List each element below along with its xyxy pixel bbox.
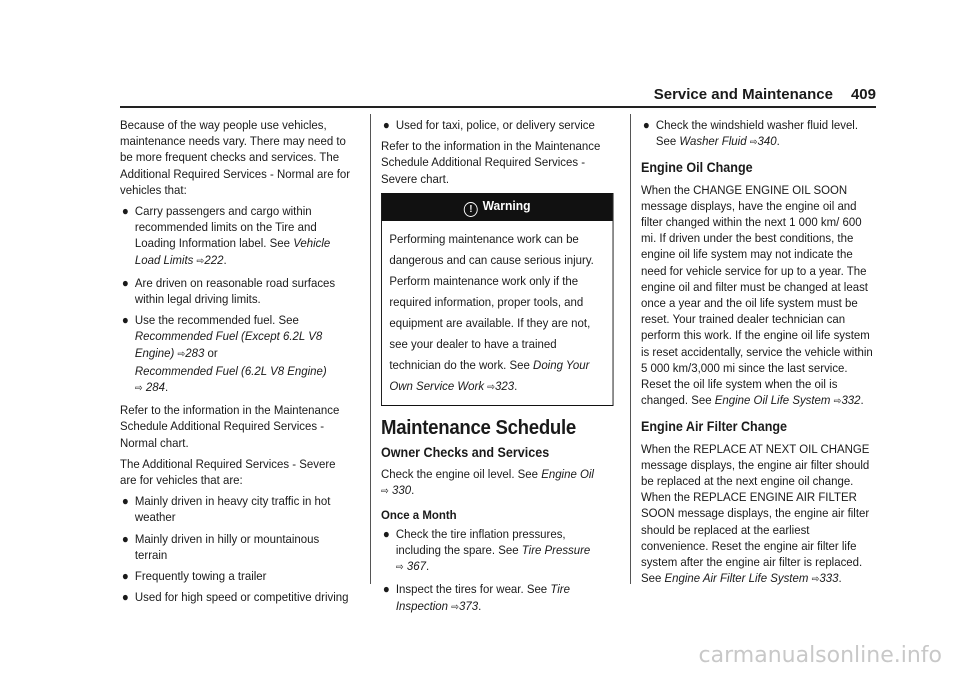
- watermark: carmanualsonline.info: [698, 643, 942, 668]
- bullet-icon: ●: [121, 494, 129, 509]
- page-reference[interactable]: 330: [391, 483, 412, 498]
- list-item: ● Inspect the tires for wear. See Tire Inspection ⇨373.: [382, 582, 570, 613]
- bullet-icon: ●: [121, 204, 129, 219]
- section-title: Service and Maintenance: [653, 86, 833, 103]
- page-reference[interactable]: 367: [406, 559, 426, 574]
- bullet-icon: ●: [121, 590, 129, 605]
- cross-reference-link[interactable]: Doing Your Own Service Work: [389, 357, 590, 393]
- bullet-icon: ●: [382, 582, 390, 597]
- paragraph: When the REPLACE AT NEXT OIL CHANGE message displays, the engine air filter should be replaced at the next engine oil change. When the REPLACE ENGINE AIR FILTER SOON message displays, the engine air filter should be replaced at the earliest convenience. Reset the engine air filter life system after the engine air filter is replaced. See Engine Air Filter Life System ⇨333.: [641, 441, 870, 586]
- bullet-icon: ●: [121, 569, 129, 584]
- page-reference[interactable]: 222: [204, 252, 224, 267]
- column-divider-1: [370, 114, 371, 584]
- page-reference[interactable]: 323: [495, 378, 515, 393]
- list-item: ● Check the windshield washer fluid level. See Washer Fluid ⇨340.: [642, 118, 859, 149]
- cross-reference-link[interactable]: Engine Oil: [541, 467, 594, 482]
- list-item: ● Check the tire inflation pressures, including the spare. See Tire Pressure ⇨ 367.: [382, 526, 591, 574]
- section-heading: Maintenance Schedule: [381, 416, 576, 439]
- warning-body: Performing maintenance work can be dangerous and can cause serious injury. Perform maintenance work only if the required information, proper tools, and equipment are available. If they are not, see your dealer to have a trained technician do the work. See Doing Your Own Service Work ⇨323.: [389, 231, 594, 393]
- page-arrow-icon: ⇨: [177, 348, 186, 360]
- list-item: ● Mainly driven in heavy city traffic in hot weather: [121, 494, 331, 525]
- column-3: [641, 117, 877, 593]
- paragraph: The Additional Required Services - Severe are for vehicles that are:: [120, 456, 336, 488]
- bullet-icon: ●: [382, 526, 390, 541]
- paragraph: Refer to the information in the Maintenance Schedule Additional Required Services - Normal chart.: [120, 403, 340, 450]
- warning-box: [381, 193, 614, 406]
- subsection-heading: Engine Air Filter Change: [641, 419, 788, 435]
- minor-heading: Once a Month: [381, 507, 457, 522]
- page-number: 409: [850, 86, 876, 103]
- page-arrow-icon: ⇨: [811, 574, 820, 586]
- warning-title: Warning: [482, 197, 531, 213]
- list-item: ● Mainly driven in hilly or mountainous terrain: [121, 531, 320, 562]
- page-reference[interactable]: 333: [819, 571, 839, 586]
- cross-reference-link[interactable]: Tire Pressure: [521, 543, 591, 558]
- page-arrow-icon: ⇨: [749, 137, 758, 149]
- cross-reference-link[interactable]: Engine Oil Life System: [714, 393, 831, 408]
- page-arrow-icon: ⇨: [134, 383, 143, 395]
- page-arrow-icon: ⇨: [451, 601, 460, 613]
- subsection-heading: Owner Checks and Services: [381, 445, 550, 461]
- list-item: ● Frequently towing a trailer: [121, 569, 267, 584]
- page-reference[interactable]: 332: [841, 393, 861, 408]
- header-rule: [120, 106, 876, 108]
- cross-reference-link[interactable]: Recommended Fuel (Except 6.2L V8 Engine): [134, 329, 323, 360]
- subsection-heading: Engine Oil Change: [641, 160, 753, 176]
- page-arrow-icon: ⇨: [833, 396, 842, 408]
- page-arrow-icon: ⇨: [381, 486, 389, 498]
- paragraph: When the CHANGE ENGINE OIL SOON message displays, have the engine oil and filter changed within the next 1 000 km/ 600 mi. If driven under the best conditions, the engine oil life system may not indicate the need for vehicle service for up to a year. The engine oil and filter must be changed at least once a year and the oil life system must be reset. Your trained dealer technician can perform this work. If the engine oil life system is reset accidentally, service the vehicle within 5 000 km/3,000 mi since the last service. Reset the oil life system when the oil is changed. See Engine Oil Life System ⇨332.: [641, 182, 873, 408]
- cross-reference-link[interactable]: Washer Fluid: [679, 134, 747, 149]
- cross-reference-link[interactable]: Tire Inspection: [395, 582, 570, 613]
- cross-reference-link[interactable]: Recommended Fuel (6.2L V8 Engine): [134, 363, 327, 378]
- page-arrow-icon: ⇨: [395, 562, 404, 574]
- list-item: ● Used for taxi, police, or delivery service: [382, 118, 595, 132]
- cross-reference-link[interactable]: Engine Air Filter Life System: [664, 571, 809, 586]
- page-reference[interactable]: 283: [185, 345, 205, 360]
- warning-header: [382, 194, 613, 221]
- column-2: [381, 117, 614, 621]
- paragraph: Because of the way people use vehicles, maintenance needs vary. There may need to be more frequent checks and services. The Additional Required Services - Normal are for vehicles that:: [120, 118, 351, 197]
- paragraph: Refer to the information in the Maintenance Schedule Additional Required Services - Severe chart.: [381, 139, 601, 186]
- page-arrow-icon: ⇨: [487, 381, 496, 393]
- bullet-icon: ●: [382, 118, 390, 132]
- warning-icon: !: [464, 202, 478, 217]
- page-reference[interactable]: 340: [757, 134, 777, 149]
- cross-reference-link[interactable]: Vehicle Load Limits: [134, 236, 331, 267]
- list-item: ● Use the recommended fuel. See Recommended Fuel (Except 6.2L V8 Engine) ⇨283 or Recommended Fuel (6.2L V8 Engine) ⇨ 284.: [121, 313, 327, 395]
- list-item: ● Used for high speed or competitive driving: [121, 590, 349, 605]
- list-item: ● Are driven on reasonable road surfaces within legal driving limits.: [121, 275, 336, 307]
- column-divider-2: [630, 114, 631, 584]
- bullet-icon: ●: [642, 118, 650, 132]
- page-arrow-icon: ⇨: [196, 255, 205, 267]
- column-1: [120, 117, 353, 610]
- page-reference[interactable]: 373: [459, 598, 479, 613]
- running-header: [654, 86, 876, 103]
- page-reference[interactable]: 284: [145, 380, 165, 395]
- bullet-icon: ●: [121, 275, 129, 290]
- bullet-icon: ●: [121, 531, 129, 546]
- list-item: ● Carry passengers and cargo within recommended limits on the Tire and Loading Information label. See Vehicle Load Limits ⇨222.: [121, 204, 331, 267]
- paragraph: Check the engine oil level. See Engine Oil ⇨ 330.: [381, 467, 594, 498]
- bullet-icon: ●: [121, 313, 129, 328]
